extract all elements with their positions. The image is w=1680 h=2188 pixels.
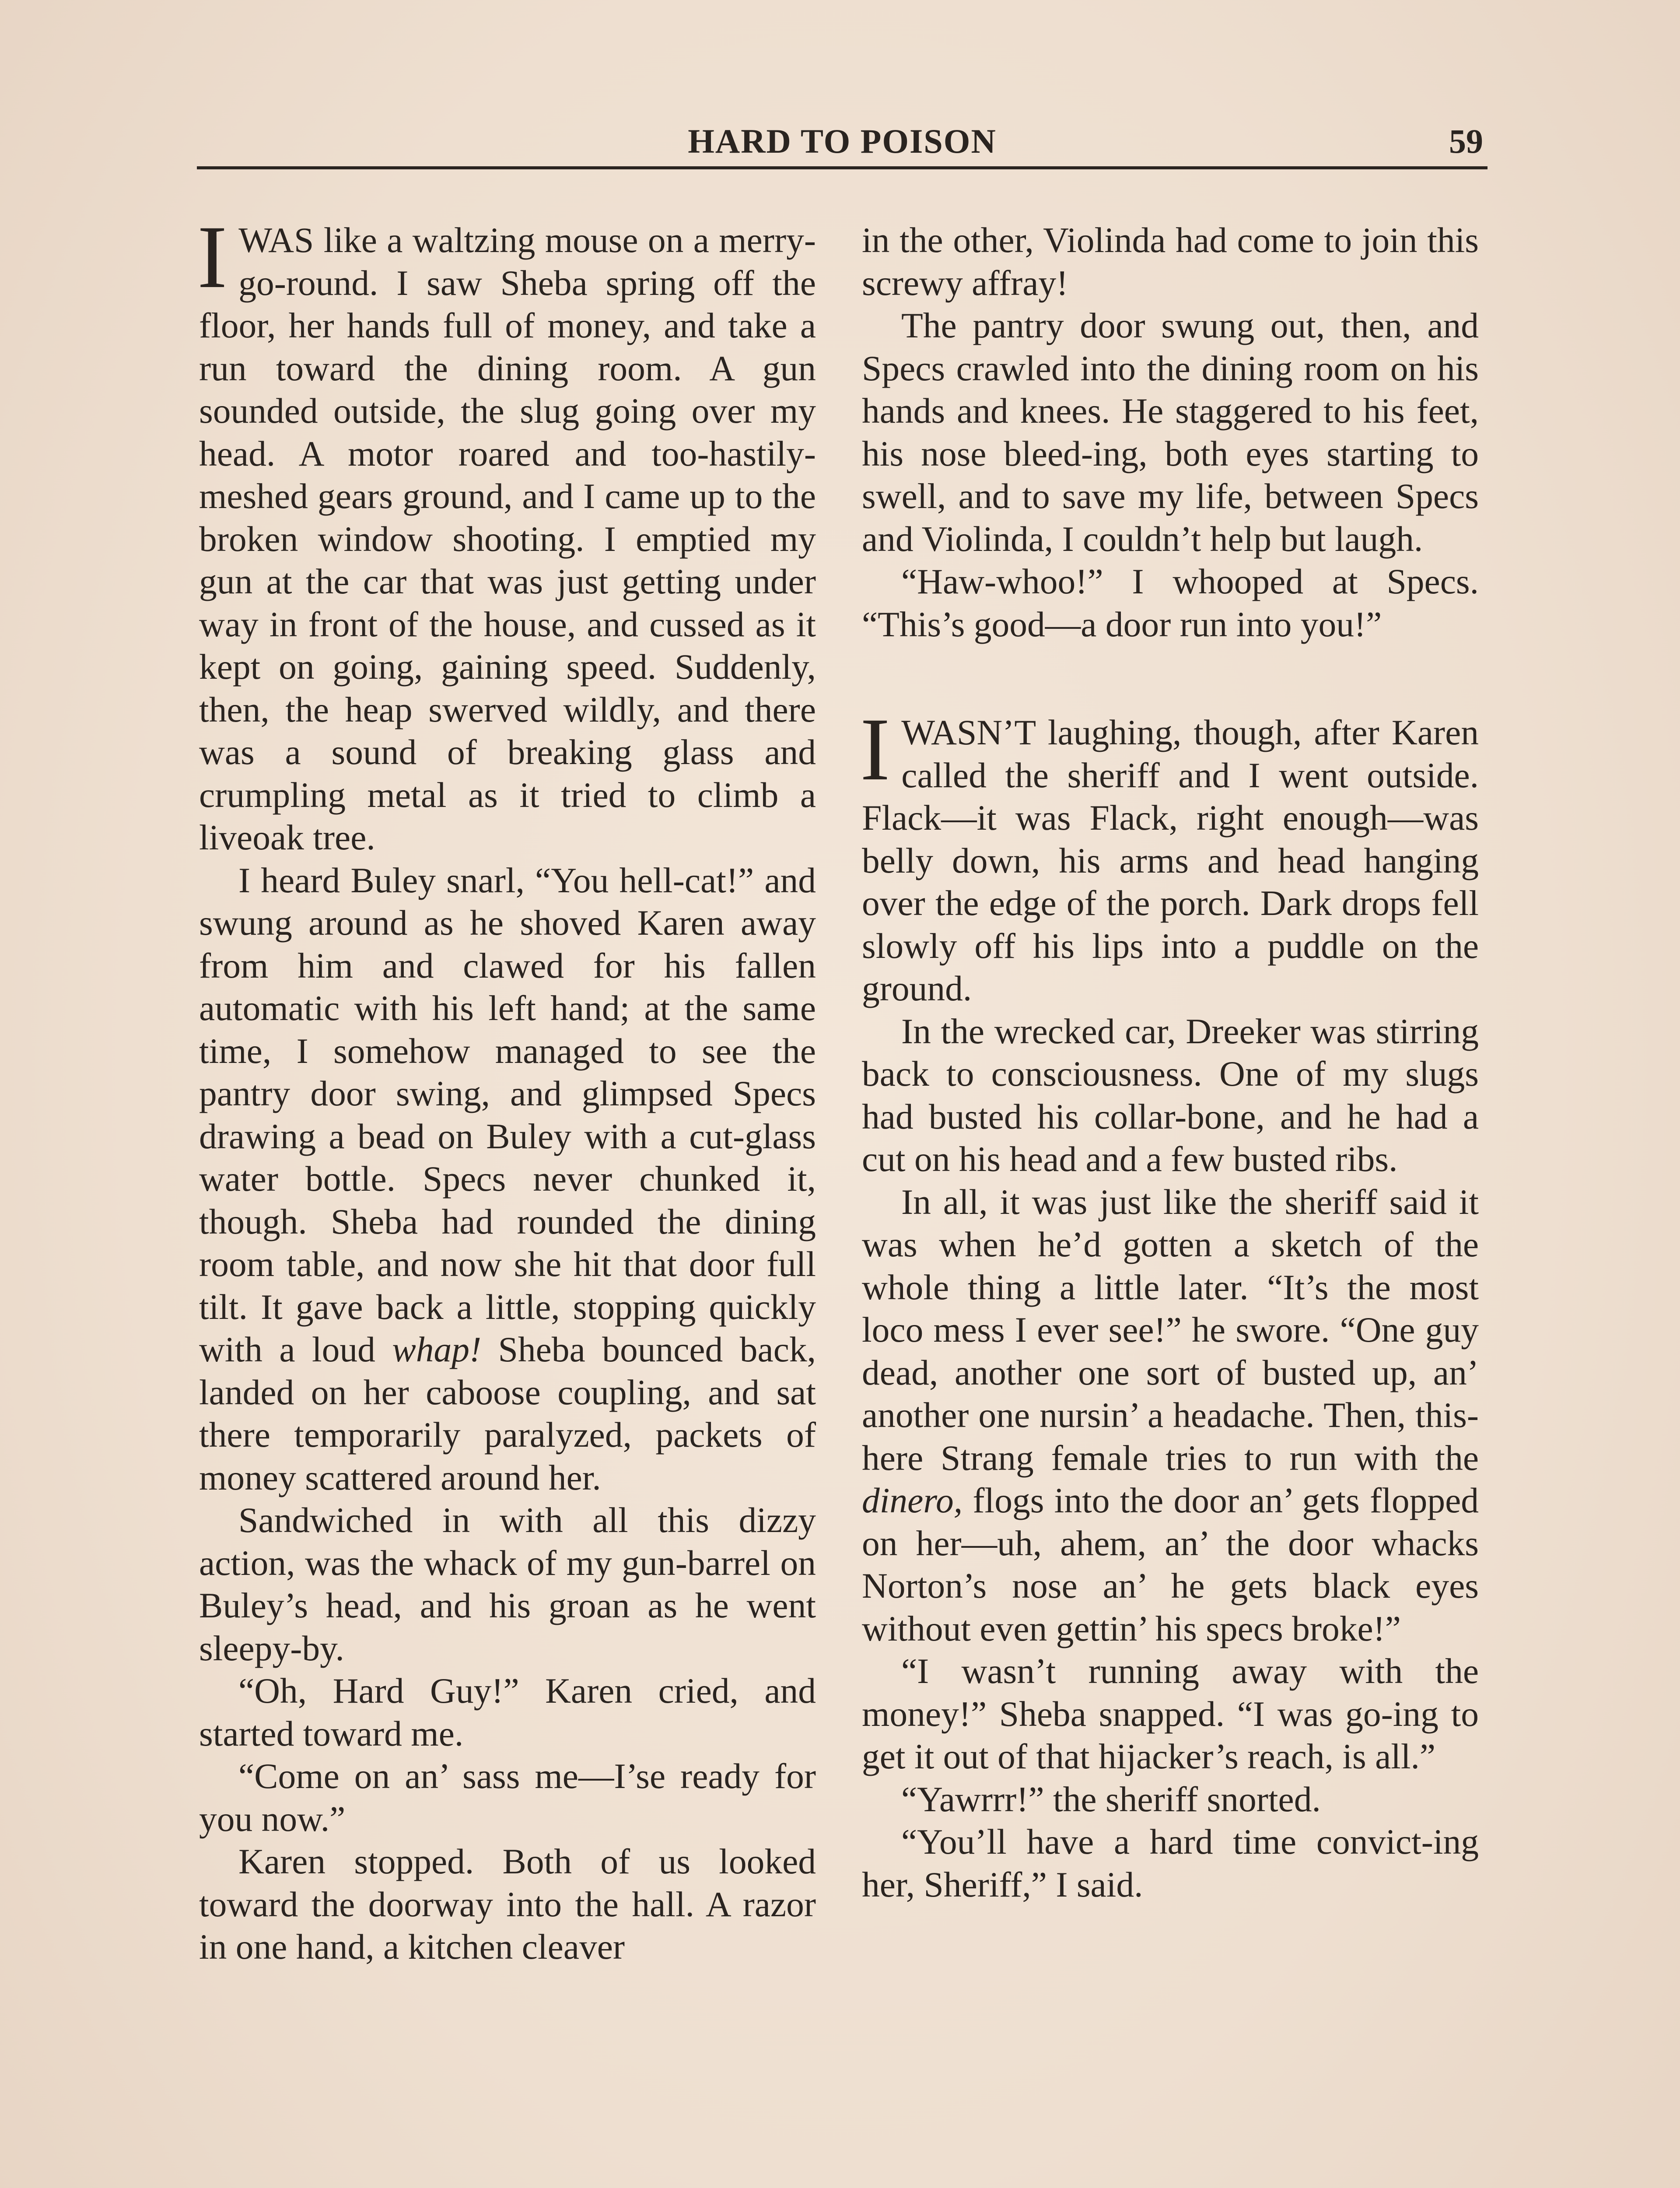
paragraph-text: WAS like a waltzing mouse on a merry-go-round. I saw Sheba spring off the floor, her hands full of money, and take a run toward the dining room. A gun sounded outside, the slug going over my head. A motor roared and too-hastily-meshed gears ground, and I came up to the broken window shooting. I emptied my gun at the car that was just getting under way in front of the house, and cussed as it kept on going, gaining speed. Suddenly, then, the heap swerved wildly, and there was a sound of breaking glass and crumpling metal as it tried to climb a liveoak tree. bbox=[199, 220, 816, 857]
paragraph: “Yawrrr!” the sheriff snorted. bbox=[901, 1779, 1321, 1819]
paragraph: The pantry door swung out, then, and Specs crawled into the dining room on his hands and knees. He staggered to his feet, his nose bleed-ing, both eyes starting to swell, and to save my life, between Specs and Violinda, I couldn’t help but laugh. bbox=[862, 305, 1479, 559]
running-title: HARD TO POISON bbox=[688, 122, 997, 160]
paragraph: “I wasn’t running away with the money!” Sheba snapped. “I was go-ing to get it out of that hijacker’s reach, is all.” bbox=[862, 1651, 1479, 1776]
paragraph: In the wrecked car, Dreeker was stirring back to consciousness. One of my slugs had busted his collar-bone, and he had a cut on his head and a few busted ribs. bbox=[862, 1011, 1479, 1179]
italic-text: dinero, bbox=[862, 1480, 963, 1520]
right-column bbox=[862, 219, 1479, 1906]
drop-cap: I bbox=[197, 207, 228, 307]
paragraph: “Oh, Hard Guy!” Karen cried, and started toward me. bbox=[199, 1671, 816, 1753]
drop-cap: I bbox=[860, 700, 890, 799]
paragraph-text: In all, it was just like the sheriff said it was when he’d gotten a sketch of the whole thing a little later. “It’s the most loco mess I ever see!” he swore. “One guy dead, another one sort of busted up, an’ another one nursin’ a headache. Then, this-here Strang female tries to run with the bbox=[862, 1182, 1479, 1478]
italic-text: whap! bbox=[392, 1329, 482, 1369]
page-header bbox=[197, 118, 1488, 169]
paragraph: Sandwiched in with all this dizzy action, was the whack of my gun-barrel on Buley’s head, and his groan as he went sleepy-by. bbox=[199, 1500, 816, 1668]
paragraph bbox=[197, 207, 816, 859]
paragraph: “Come on an’ sass me—I’se ready for you now.” bbox=[199, 1756, 816, 1839]
paragraph bbox=[199, 859, 816, 1499]
left-column bbox=[197, 207, 816, 1968]
paragraph: Karen stopped. Both of us looked toward the doorway into the hall. A razor in one hand, a kitchen cleaver bbox=[199, 1841, 816, 1967]
paragraph bbox=[862, 1181, 1479, 1650]
paragraph: in the other, Violinda had come to join this screwy affray! bbox=[862, 220, 1479, 303]
paragraph bbox=[860, 700, 1479, 1010]
paragraph-text: WASN’T laughing, though, after Karen called the sheriff and I went outside. Flack—it was Flack, right enough—was belly down, his arms and head hanging over the edge of the porch. Dark drops fell slowly off his lips into a puddle on the ground. bbox=[862, 712, 1479, 1008]
paragraph-text: Sheba bounced back, landed on her caboose coupling, and sat there temporarily paralyzed, packets of money scattered around her. bbox=[199, 1329, 816, 1497]
paragraph: “You’ll have a hard time convict-ing her, Sheriff,” I said. bbox=[862, 1822, 1479, 1904]
page-number: 59 bbox=[1449, 122, 1483, 160]
paragraph: “Haw-whoo!” I whooped at Specs. “This’s good—a door run into you!” bbox=[862, 561, 1479, 644]
paragraph-text: I heard Buley snarl, “You hell-cat!” and swung around as he shoved Karen away from him and clawed for his fallen automatic with his left hand; at the same time, I somehow managed to see the pantry door swing, and glimpsed Specs drawing a bead on Buley with a cut-glass water bottle. Specs never chunked it, though. Sheba had rounded the dining room table, and now she hit that door full tilt. It gave back a little, stopping quickly with a loud bbox=[199, 860, 816, 1369]
paragraph-text: flogs into the door an’ gets flopped on her—uh, ahem, an’ the door whacks Norton’s nose an’ he gets black eyes without even gettin’ his specs broke!” bbox=[862, 1480, 1479, 1648]
